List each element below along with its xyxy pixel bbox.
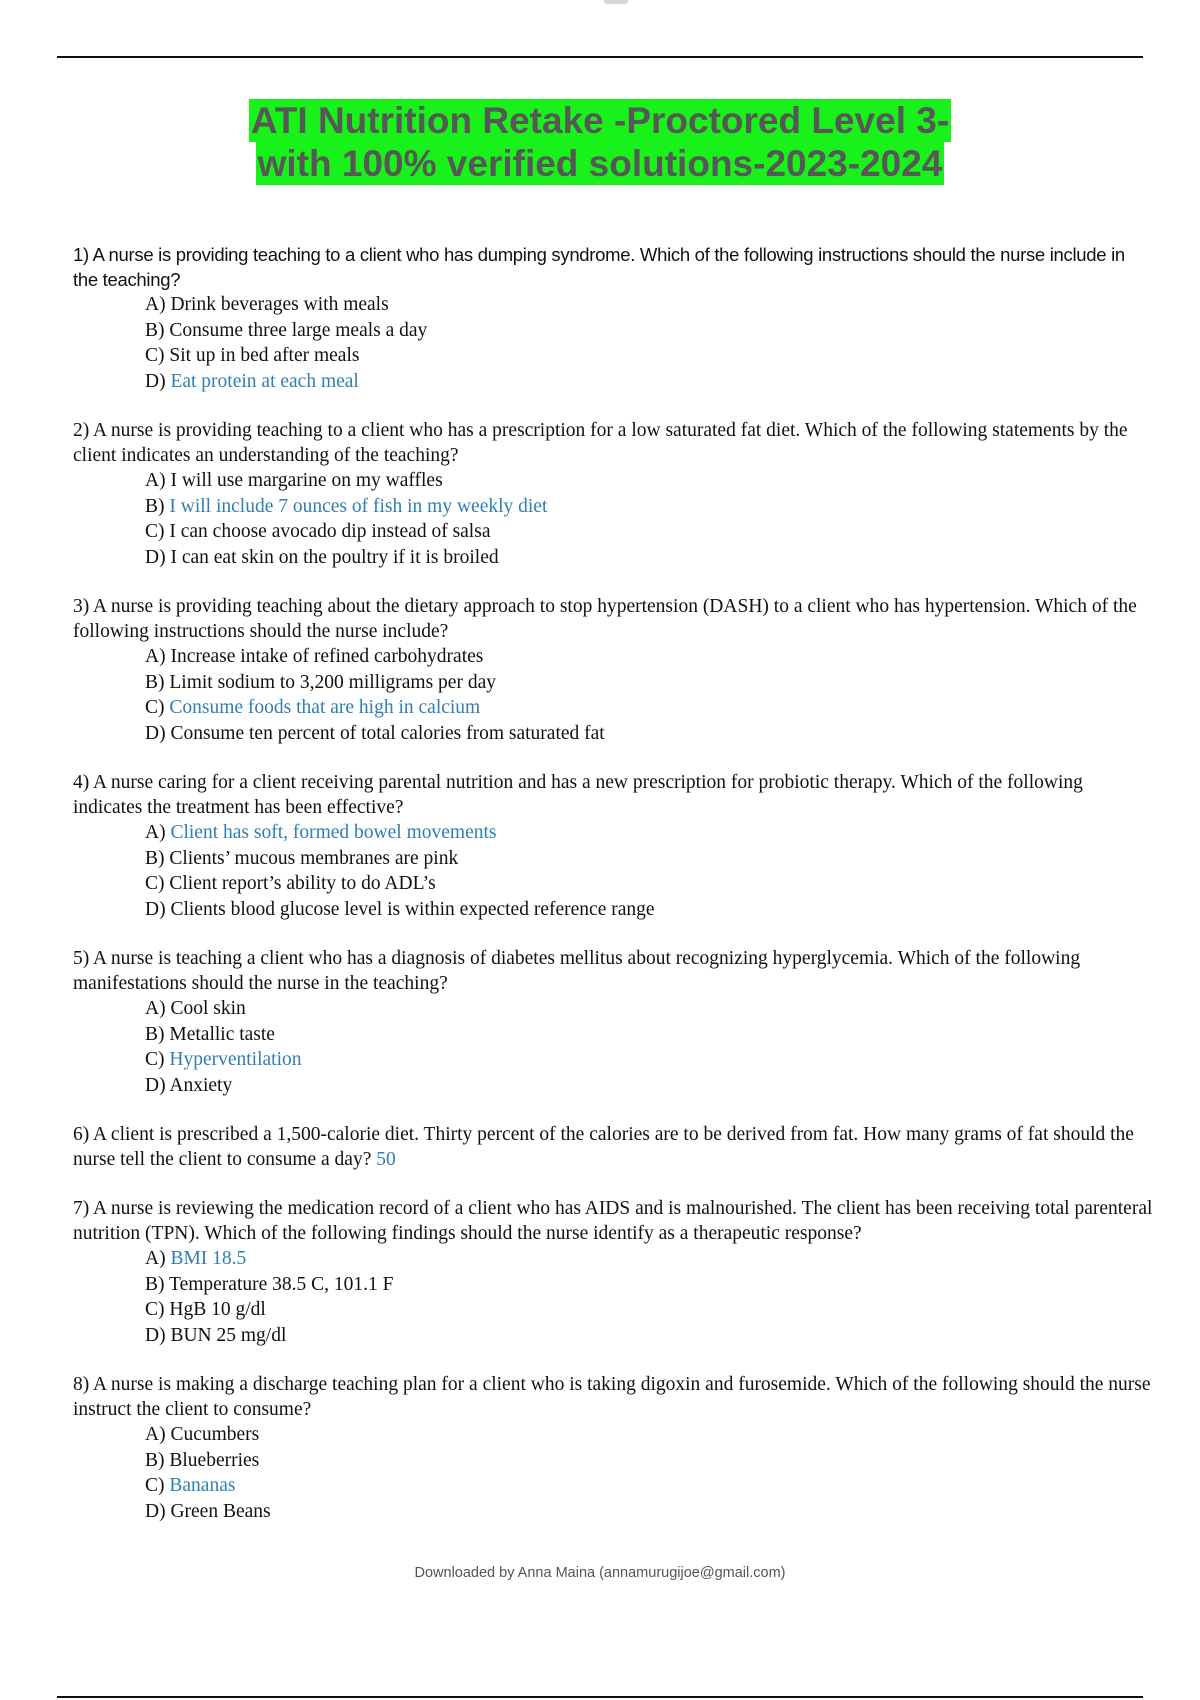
question-2 (73, 418, 1153, 570)
question-7 (73, 1196, 1153, 1348)
option-d (145, 545, 1153, 571)
option-letter: C) (145, 345, 170, 366)
option-list (73, 292, 1153, 394)
option-letter: B) (145, 1273, 170, 1295)
option-letter: B) (145, 847, 170, 869)
question-stem: 5) A nurse is teaching a client who has a diagnosis of diabetes mellitus about recognizing hyperglycemia. Which of the following manifestations should the nurse in the teaching? (73, 948, 1081, 994)
option-text: Green Beans (170, 1500, 271, 1522)
option-letter: C) (145, 873, 170, 894)
option-b (145, 494, 1153, 520)
option-letter: B) (145, 1449, 170, 1471)
option-d (145, 1073, 1153, 1099)
question-stem: 7) A nurse is reviewing the medication record of a client who has AIDS and is malnourished. The client has been receiving total parenteral nutrition (TPN). Which of the following findings should the nurse identify as a therapeutic response? (73, 1198, 1153, 1244)
download-footer: Downloaded by Anna Maina (annamurugijoe@gmail.com) (414, 1565, 786, 1581)
option-text: Consume ten percent of total calories from saturated fat (170, 722, 605, 744)
question-stem (73, 1122, 1153, 1172)
option-c (145, 1297, 1153, 1323)
correct-answer-text: Eat protein at each meal (170, 370, 359, 392)
option-a (145, 1422, 1153, 1448)
question-5 (73, 946, 1153, 1098)
top-scroll-notch (604, 0, 628, 4)
correct-answer-text: Consume foods that are high in calcium (169, 697, 481, 718)
option-letter: A) (145, 1424, 171, 1445)
option-a (145, 1246, 1153, 1272)
option-letter: A) (145, 822, 171, 843)
option-list (73, 1246, 1153, 1348)
option-a (145, 644, 1153, 670)
option-a (145, 292, 1153, 318)
title-line-2: with 100% verified solutions-2023-2024 (257, 142, 943, 184)
option-c (145, 343, 1153, 369)
document-title (0, 99, 1200, 185)
option-a (145, 468, 1153, 494)
option-d (145, 1499, 1153, 1525)
question-stem: 3) A nurse is providing teaching about the dietary approach to stop hypertension (DASH) to a client who has hypertension. Which of the following instructions should the nurse include? (73, 596, 1137, 642)
option-list (73, 468, 1153, 570)
correct-answer-text: BMI 18.5 (170, 1248, 247, 1269)
option-d (145, 897, 1153, 923)
option-text: Blueberries (169, 1449, 260, 1471)
option-letter: D) (145, 1324, 171, 1346)
option-text: Anxiety (169, 1074, 233, 1096)
option-letter: B) (145, 1023, 170, 1045)
option-letter: D) (145, 898, 171, 920)
correct-answer-text: Hyperventilation (169, 1049, 302, 1070)
option-text: Clients blood glucose level is within expected reference range (170, 898, 655, 920)
option-list (73, 644, 1153, 746)
option-text: Temperature 38.5 C, 101.1 F (169, 1273, 394, 1295)
option-letter: A) (145, 1248, 171, 1269)
option-text: Drink beverages with meals (170, 294, 389, 315)
option-letter: A) (145, 646, 171, 667)
question-6 (73, 1122, 1153, 1172)
question-list (73, 242, 1153, 1548)
option-text: Sit up in bed after meals (169, 345, 360, 366)
question-stem: 2) A nurse is providing teaching to a client who has a prescription for a low saturated fat diet. Which of the following statements by the client indicates an understanding of the teaching? (73, 420, 1128, 466)
question-stem: 8) A nurse is making a discharge teaching plan for a client who is taking digoxin and furosemide. Which of the following should the nurse instruct the client to consume? (73, 1374, 1151, 1420)
option-a (145, 820, 1153, 846)
option-c (145, 1047, 1153, 1073)
option-list (73, 820, 1153, 922)
option-letter: C) (145, 521, 170, 542)
option-letter: C) (145, 697, 170, 718)
option-letter: A) (145, 294, 171, 315)
option-text: Consume three large meals a day (169, 319, 428, 341)
option-d (145, 369, 1153, 395)
option-c (145, 1473, 1153, 1499)
correct-answer-text: Client has soft, formed bowel movements (170, 822, 497, 843)
option-text: I will use margarine on my waffles (170, 470, 443, 491)
option-text: I can eat skin on the poultry if it is broiled (170, 546, 499, 568)
option-b (145, 846, 1153, 872)
question-stem: 4) A nurse caring for a client receiving parental nutrition and has a new prescription for probiotic therapy. Which of the following indicates the treatment has been effective? (73, 772, 1083, 818)
correct-answer-text: Bananas (169, 1475, 236, 1496)
option-letter: C) (145, 1299, 170, 1320)
option-letter: C) (145, 1475, 170, 1496)
option-b (145, 1022, 1153, 1048)
option-letter: B) (145, 319, 170, 341)
option-letter: B) (145, 671, 170, 693)
option-text: Cool skin (170, 998, 246, 1019)
question-stem: 1) A nurse is providing teaching to a client who has dumping syndrome. Which of the following instructions should the nurse include in the teaching? (73, 244, 1125, 290)
option-letter: D) (145, 722, 171, 744)
option-text: Limit sodium to 3,200 milligrams per day (169, 671, 496, 693)
option-text: I can choose avocado dip instead of salsa (169, 521, 491, 542)
option-text: Increase intake of refined carbohydrates (170, 646, 484, 667)
option-text: Client report’s ability to do ADL’s (169, 873, 436, 894)
question-stem-text: 6) A client is prescribed a 1,500-calorie diet. Thirty percent of the calories are to be derived from fat. How many grams of fat should the nurse tell the client to consume a day? (73, 1124, 1134, 1170)
question-8 (73, 1372, 1153, 1524)
option-letter: A) (145, 998, 171, 1019)
option-c (145, 519, 1153, 545)
option-b (145, 670, 1153, 696)
option-letter: D) (145, 370, 171, 392)
option-letter: C) (145, 1049, 170, 1070)
option-b (145, 318, 1153, 344)
option-b (145, 1272, 1153, 1298)
title-line-1: ATI Nutrition Retake -Proctored Level 3- (250, 99, 950, 141)
option-text: BUN 25 mg/dl (170, 1324, 287, 1346)
option-text: Cucumbers (170, 1424, 260, 1445)
option-list (73, 1422, 1153, 1524)
question-3 (73, 594, 1153, 746)
option-d (145, 721, 1153, 747)
option-letter: D) (145, 546, 171, 568)
correct-answer-text: 50 (376, 1149, 396, 1170)
option-b (145, 1448, 1153, 1474)
option-d (145, 1323, 1153, 1349)
option-list (73, 996, 1153, 1098)
option-c (145, 695, 1153, 721)
option-letter: D) (145, 1074, 170, 1096)
question-4 (73, 770, 1153, 922)
option-text: Clients’ mucous membranes are pink (169, 847, 459, 869)
option-letter: B) (145, 495, 170, 517)
option-text: Metallic taste (169, 1023, 275, 1045)
header-rule (57, 56, 1143, 58)
option-text: HgB 10 g/dl (169, 1299, 266, 1320)
question-1 (73, 242, 1153, 394)
option-a (145, 996, 1153, 1022)
footer-rule (57, 1696, 1143, 1698)
option-letter: D) (145, 1500, 171, 1522)
option-c (145, 871, 1153, 897)
option-letter: A) (145, 470, 171, 491)
correct-answer-text: I will include 7 ounces of fish in my weekly diet (169, 495, 548, 517)
